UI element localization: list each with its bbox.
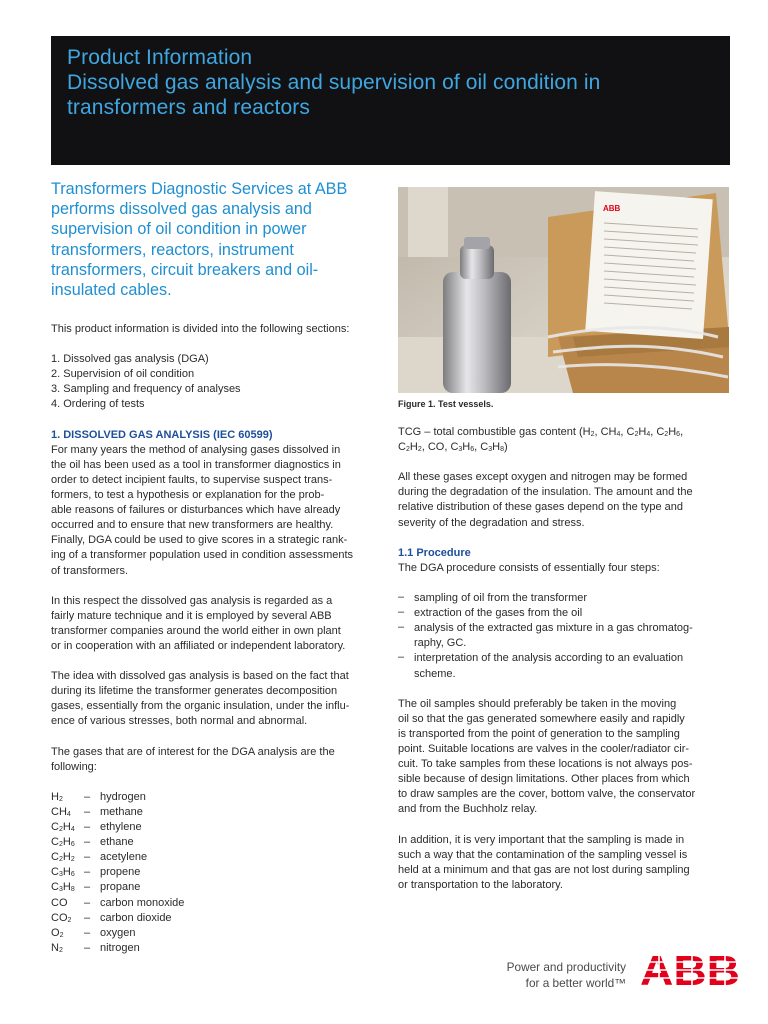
text-line: ence of various stresses, both normal and abnormal. [51, 715, 308, 728]
gas-list [51, 790, 376, 956]
step-text: raphy, GC. [414, 637, 467, 650]
step-dash: – [398, 621, 405, 634]
step-text: interpretation of the analysis according to an evaluation [414, 652, 684, 665]
gas-item [51, 805, 376, 820]
photo-document-logo: ABB [603, 204, 621, 213]
text-line: In addition, it is very important that the sampling is made in [398, 833, 685, 846]
section-item: 2. Supervision of oil condition [51, 368, 195, 381]
gas-name: carbon monoxide [100, 896, 185, 909]
text-line: gases, essentially from the organic insulation, under the influ- [51, 700, 350, 713]
header-subtitle-line: Dissolved gas analysis and supervision of oil condition in [67, 71, 601, 94]
procedure-step [398, 591, 728, 606]
step-text: scheme. [414, 667, 456, 680]
step-dash: – [398, 606, 405, 619]
gas-dash: – [84, 926, 91, 939]
gas-name: carbon dioxide [100, 911, 172, 924]
header-banner [51, 36, 730, 165]
procedure-step [398, 621, 728, 636]
lead-line: performs dissolved gas analysis and [51, 200, 312, 219]
dga-paragraph-2 [51, 594, 376, 654]
lead-line: Transformers Diagnostic Services at ABB [51, 180, 348, 198]
text-line: following: [51, 760, 97, 773]
lead-paragraph [51, 179, 381, 300]
text-line: or transportation to the laboratory. [398, 878, 563, 891]
text-line: is transported from the point of generation to the sampling [398, 727, 680, 740]
dga-heading: 1. DISSOLVED GAS ANALYSIS (IEC 60599) [51, 428, 273, 441]
procedure-step [398, 606, 728, 621]
gas-formula: $C_2H_6$ [51, 836, 75, 849]
lead-line: transformers, reactors, instrument [51, 240, 294, 259]
text-line: of transformers. [51, 564, 129, 577]
header-subtitle-line: transformers and reactors [67, 96, 310, 119]
gas-dash: – [84, 896, 91, 909]
gas-dash: – [84, 821, 91, 834]
gas-name: nitrogen [100, 941, 140, 954]
gas-formula: $C_2H_2$ [51, 851, 75, 864]
tcg-line: $C_2H_2$, CO, $C_3H_6$, $C_3H_8$) [398, 441, 508, 454]
procedure-step [398, 667, 728, 682]
text-line: In this respect the dissolved gas analysis is regarded as a [51, 594, 333, 607]
gas-name: oxygen [100, 926, 136, 939]
text-line: fairly mature technique and it is employed by several ABB [51, 609, 332, 622]
text-line: point. Suitable locations are valves in the cooler/radiator cir- [398, 742, 690, 755]
gas-dash: – [84, 881, 91, 894]
gas-formula: $N_2$ [51, 941, 63, 954]
gas-formula: $C_2H_4$ [51, 821, 75, 834]
text-line: For many years the method of analysing gases dissolved in [51, 443, 341, 456]
gas-name: ethylene [100, 821, 142, 834]
step-text: sampling of oil from the transformer [414, 592, 588, 605]
procedure-intro: The DGA procedure consists of essentially four steps: [398, 561, 660, 574]
section-item: 3. Sampling and frequency of analyses [51, 383, 241, 396]
text-line: The oil samples should preferably be taken in the moving [398, 697, 677, 710]
gas-name: ethane [100, 836, 134, 849]
step-dash: – [398, 591, 405, 604]
gas-item [51, 790, 376, 805]
dga-paragraph-4 [51, 745, 376, 775]
lead-line: transformers, circuit breakers and oil- [51, 260, 319, 279]
gas-item [51, 911, 376, 926]
intro-text: This product information is divided into the following sections: [51, 323, 350, 335]
test-vessels-photo [398, 187, 729, 393]
header-title: Product Information [67, 46, 253, 69]
gas-dash: – [84, 911, 91, 924]
abb-logo [640, 951, 742, 994]
tagline-line: for a better world™ [525, 975, 626, 990]
text-line: the oil has been used as a tool in transformer diagnostics in [51, 458, 341, 471]
lead-line: insulated cables. [51, 281, 172, 300]
gas-dash: – [84, 836, 91, 849]
gas-name: propene [100, 866, 141, 879]
gas-name: methane [100, 806, 143, 818]
text-line: and from the Buchholz relay. [398, 803, 538, 816]
gas-dash: – [84, 866, 91, 879]
text-line: oil so that the gas generated somewhere easily and rapidly [398, 712, 685, 725]
gas-name: propane [100, 881, 141, 894]
text-line: occurred and to ensure that new transformers are healthy. [51, 519, 334, 532]
gas-dash: – [84, 806, 91, 818]
gas-formula: CO [51, 896, 68, 909]
contamination-paragraph [398, 833, 728, 893]
gas-item [51, 835, 376, 850]
text-line: transformer companies around the world either in own plant [51, 624, 341, 637]
text-line: such a way that the contamination of the sampling vessel is [398, 848, 688, 861]
text-line: during its lifetime the transformer generates decomposition [51, 685, 338, 698]
text-line: or in cooperation with an affiliated or independent laboratory. [51, 639, 346, 652]
gas-item [51, 820, 376, 835]
text-line: to draw samples are the cover, bottom valve, the conservator [398, 788, 696, 801]
abb-logo-text: ABB [640, 951, 740, 989]
text-line: relative distribution of these gases depend on the type and [398, 501, 683, 514]
dga-paragraph-3 [51, 669, 376, 729]
footer-tagline [470, 960, 626, 991]
gas-item [51, 941, 376, 956]
section-item: 1. Dissolved gas analysis (DGA) [51, 353, 209, 366]
gas-item [51, 896, 376, 911]
gas-name: hydrogen [100, 790, 146, 803]
gas-dash: – [84, 941, 91, 954]
lead-line: supervision of oil condition in power [51, 220, 307, 239]
step-text: analysis of the extracted gas mixture in a gas chromatog- [414, 622, 693, 635]
gas-item [51, 850, 376, 865]
step-dash [398, 667, 414, 682]
text-line: order to detect incipient faults, to supervise suspect trans- [51, 473, 333, 486]
text-line: sible because of design limitations. Other places from which [398, 773, 690, 786]
figure-caption: Figure 1. Test vessels. [398, 399, 494, 409]
gas-formula: $CO_2$ [51, 911, 72, 924]
section-item: 4. Ordering of tests [51, 398, 145, 411]
text-line: able reasons of failures or disturbances which have already [51, 504, 341, 517]
right-column [398, 425, 728, 893]
procedure-step [398, 651, 728, 666]
text-line: held at a minimum and that gas are not lost during sampling [398, 863, 690, 876]
text-line: during the degradation of the insulation. The amount and the [398, 486, 693, 499]
text-line: formers, to test a hypothesis or explanation for the prob- [51, 489, 325, 502]
gas-formula: $CH_4$ [51, 806, 71, 818]
text-line: cuit. To take samples from these locations is not always pos- [398, 758, 693, 771]
text-line: severity of the degradation and stress. [398, 516, 585, 529]
sampling-paragraph [398, 697, 728, 818]
step-dash: – [398, 651, 405, 664]
section-list [51, 352, 376, 412]
text-line: The idea with dissolved gas analysis is based on the fact that [51, 670, 349, 683]
text-line: All these gases except oxygen and nitrogen may be formed [398, 471, 688, 484]
dga-paragraph-1 [51, 443, 376, 579]
tagline-line: Power and productivity [506, 960, 626, 974]
step-text: extraction of the gases from the oil [414, 607, 583, 620]
gas-dash: – [84, 851, 91, 864]
gas-name: acetylene [100, 851, 148, 864]
gas-formula: $H_2$ [51, 790, 63, 803]
gas-formula: $C_3H_8$ [51, 881, 75, 894]
gas-formula: $C_3H_6$ [51, 866, 75, 879]
degradation-paragraph [398, 470, 728, 530]
gas-item [51, 926, 376, 941]
gas-item [51, 880, 376, 895]
tcg-line: TCG – total combustible gas content ($H_2$, $CH_4$, $C_2H_4$, $C_2H_6$, [398, 426, 684, 438]
step-dash [398, 636, 414, 651]
left-column [51, 322, 376, 956]
text-line: The gases that are of interest for the DGA analysis are the [51, 745, 335, 758]
text-line: Finally, DGA could be used to give scores in a strategic rank- [51, 534, 348, 547]
text-line: ing of a transformer population used in condition assessments [51, 549, 354, 562]
procedure-steps [398, 591, 728, 682]
gas-formula: $O_2$ [51, 926, 64, 939]
gas-item [51, 865, 376, 880]
procedure-step [398, 636, 728, 651]
gas-dash: – [84, 790, 91, 803]
procedure-heading: 1.1 Procedure [398, 546, 471, 559]
